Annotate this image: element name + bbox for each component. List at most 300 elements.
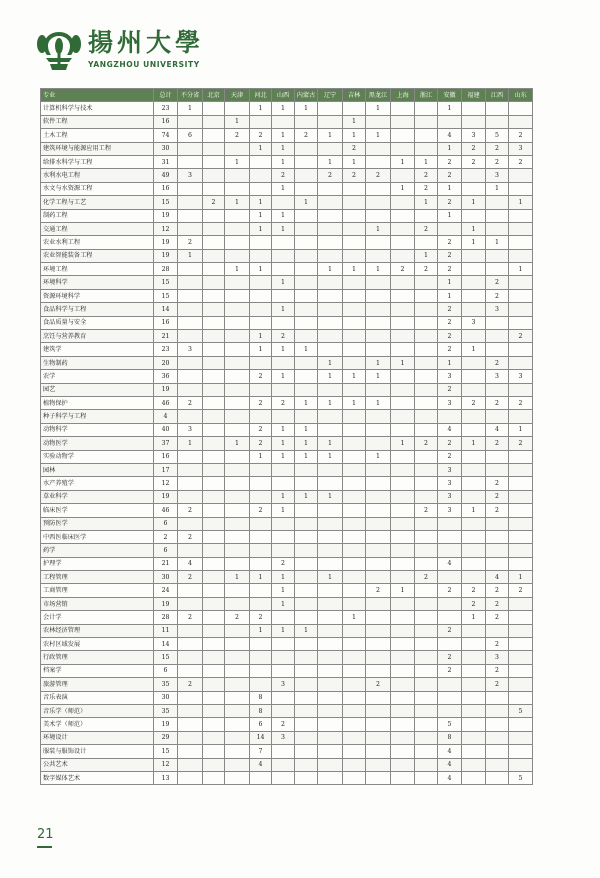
- province-count-cell: [225, 370, 250, 383]
- province-count-cell: [272, 410, 295, 423]
- province-count-cell: [295, 544, 318, 557]
- major-name-cell: 中西医临床医学: [41, 530, 154, 543]
- province-count-cell: [318, 115, 343, 128]
- province-count-cell: [318, 142, 343, 155]
- province-count-cell: [462, 356, 486, 369]
- province-count-cell: [438, 611, 462, 624]
- province-count-cell: [509, 463, 533, 476]
- major-name-cell: 临床医学: [41, 504, 154, 517]
- province-count-cell: [203, 142, 225, 155]
- province-count-cell: [486, 330, 509, 343]
- province-count-cell: [415, 477, 438, 490]
- major-name-cell: 市场营销: [41, 597, 154, 610]
- total-cell: 15: [154, 651, 178, 664]
- province-count-cell: 2: [366, 678, 391, 691]
- province-count-cell: [178, 222, 203, 235]
- province-count-cell: 1: [318, 396, 343, 409]
- province-count-cell: [366, 316, 391, 329]
- province-count-cell: 2: [178, 236, 203, 249]
- province-count-cell: 1: [272, 102, 295, 115]
- province-count-cell: [509, 597, 533, 610]
- major-name-cell: 园艺: [41, 383, 154, 396]
- province-count-cell: 3: [178, 169, 203, 182]
- table-row: [41, 129, 533, 142]
- province-count-cell: 1: [391, 356, 415, 369]
- province-count-cell: [366, 490, 391, 503]
- province-count-cell: [295, 758, 318, 771]
- province-count-cell: 1: [318, 263, 343, 276]
- province-count-cell: [203, 303, 225, 316]
- province-count-cell: 2: [486, 638, 509, 651]
- province-count-cell: [415, 289, 438, 302]
- province-count-cell: 1: [272, 624, 295, 637]
- major-name-cell: 农业智能装备工程: [41, 249, 154, 262]
- province-count-cell: [225, 289, 250, 302]
- province-count-cell: [415, 704, 438, 717]
- province-count-cell: 2: [250, 611, 272, 624]
- province-count-cell: [509, 102, 533, 115]
- province-count-cell: 1: [250, 571, 272, 584]
- province-count-cell: 1: [486, 236, 509, 249]
- table-row: [41, 718, 533, 731]
- province-count-cell: [391, 571, 415, 584]
- province-count-cell: [295, 611, 318, 624]
- province-count-cell: [318, 771, 343, 784]
- province-count-cell: 1: [272, 303, 295, 316]
- table-row: [41, 758, 533, 771]
- table-row: [41, 437, 533, 450]
- province-count-cell: [272, 115, 295, 128]
- province-count-cell: [462, 638, 486, 651]
- province-count-cell: 1: [295, 423, 318, 436]
- column-header: 山西: [272, 89, 295, 102]
- province-count-cell: [295, 370, 318, 383]
- major-name-cell: 计算机科学与技术: [41, 102, 154, 115]
- province-count-cell: [366, 771, 391, 784]
- province-count-cell: 1: [343, 370, 366, 383]
- table-row: [41, 370, 533, 383]
- province-count-cell: [462, 330, 486, 343]
- province-count-cell: [250, 557, 272, 570]
- province-count-cell: [462, 544, 486, 557]
- province-count-cell: [366, 638, 391, 651]
- total-cell: 15: [154, 196, 178, 209]
- province-count-cell: [415, 530, 438, 543]
- province-count-cell: [250, 584, 272, 597]
- column-header: 福建: [462, 89, 486, 102]
- province-count-cell: 2: [486, 289, 509, 302]
- province-count-cell: 2: [486, 276, 509, 289]
- province-count-cell: [415, 638, 438, 651]
- province-count-cell: [203, 450, 225, 463]
- province-count-cell: [225, 557, 250, 570]
- province-count-cell: 2: [462, 155, 486, 168]
- major-name-cell: 软件工程: [41, 115, 154, 128]
- province-count-cell: [178, 758, 203, 771]
- province-count-cell: [318, 316, 343, 329]
- province-count-cell: 1: [250, 624, 272, 637]
- province-count-cell: [178, 450, 203, 463]
- province-count-cell: [366, 182, 391, 195]
- total-cell: 15: [154, 745, 178, 758]
- province-count-cell: 1: [295, 396, 318, 409]
- province-count-cell: [462, 450, 486, 463]
- province-count-cell: [462, 102, 486, 115]
- province-count-cell: [318, 584, 343, 597]
- province-count-cell: [438, 544, 462, 557]
- province-count-cell: 1: [438, 142, 462, 155]
- province-count-cell: [438, 704, 462, 717]
- province-count-cell: [295, 530, 318, 543]
- province-count-cell: [178, 383, 203, 396]
- province-count-cell: [295, 330, 318, 343]
- province-count-cell: [203, 490, 225, 503]
- province-count-cell: [178, 356, 203, 369]
- province-count-cell: [318, 664, 343, 677]
- province-count-cell: [391, 236, 415, 249]
- province-count-cell: 1: [272, 209, 295, 222]
- province-count-cell: [203, 263, 225, 276]
- province-count-cell: [462, 303, 486, 316]
- province-count-cell: [366, 611, 391, 624]
- province-count-cell: [203, 249, 225, 262]
- province-count-cell: [225, 651, 250, 664]
- total-cell: 37: [154, 437, 178, 450]
- province-count-cell: [462, 651, 486, 664]
- province-count-cell: [391, 651, 415, 664]
- major-name-cell: 农林经济管理: [41, 624, 154, 637]
- total-cell: 6: [154, 544, 178, 557]
- major-name-cell: 资源环境科学: [41, 289, 154, 302]
- table-row: [41, 276, 533, 289]
- total-cell: 29: [154, 731, 178, 744]
- province-count-cell: [391, 611, 415, 624]
- major-name-cell: 档案学: [41, 664, 154, 677]
- province-count-cell: [391, 276, 415, 289]
- province-count-cell: [415, 276, 438, 289]
- province-count-cell: [462, 370, 486, 383]
- province-count-cell: [272, 530, 295, 543]
- province-count-cell: 2: [438, 651, 462, 664]
- province-count-cell: 5: [486, 129, 509, 142]
- province-count-cell: [391, 463, 415, 476]
- province-count-cell: [203, 463, 225, 476]
- province-count-cell: [343, 423, 366, 436]
- province-count-cell: 2: [272, 718, 295, 731]
- province-count-cell: [462, 530, 486, 543]
- province-count-cell: [272, 704, 295, 717]
- major-name-cell: 工商管理: [41, 584, 154, 597]
- province-count-cell: 2: [178, 530, 203, 543]
- province-count-cell: [225, 544, 250, 557]
- province-count-cell: 1: [318, 450, 343, 463]
- major-name-cell: 预防医学: [41, 517, 154, 530]
- province-count-cell: 1: [178, 249, 203, 262]
- province-count-cell: [366, 557, 391, 570]
- province-count-cell: 2: [438, 263, 462, 276]
- province-count-cell: [366, 664, 391, 677]
- province-count-cell: [178, 115, 203, 128]
- province-count-cell: 1: [272, 276, 295, 289]
- province-count-cell: [462, 477, 486, 490]
- province-count-cell: [343, 490, 366, 503]
- major-name-cell: 旅游管理: [41, 678, 154, 691]
- table-row: [41, 410, 533, 423]
- province-count-cell: [462, 517, 486, 530]
- province-count-cell: [203, 678, 225, 691]
- province-count-cell: [203, 691, 225, 704]
- province-count-cell: [295, 664, 318, 677]
- table-row: [41, 222, 533, 235]
- province-count-cell: [272, 289, 295, 302]
- total-cell: 30: [154, 142, 178, 155]
- table-row: [41, 678, 533, 691]
- province-count-cell: 1: [343, 263, 366, 276]
- province-count-cell: [272, 664, 295, 677]
- province-count-cell: 1: [250, 330, 272, 343]
- table-row: [41, 263, 533, 276]
- province-count-cell: 1: [486, 182, 509, 195]
- province-count-cell: [250, 236, 272, 249]
- province-count-cell: 1: [272, 490, 295, 503]
- table-body: [41, 102, 533, 785]
- province-count-cell: [203, 584, 225, 597]
- province-count-cell: 2: [438, 330, 462, 343]
- province-count-cell: [225, 303, 250, 316]
- province-count-cell: [203, 383, 225, 396]
- province-count-cell: [462, 624, 486, 637]
- enrollment-plan-table: [40, 88, 533, 785]
- province-count-cell: 6: [178, 129, 203, 142]
- province-count-cell: [203, 771, 225, 784]
- province-count-cell: [366, 289, 391, 302]
- province-count-cell: [203, 276, 225, 289]
- province-count-cell: [391, 370, 415, 383]
- province-count-cell: [178, 316, 203, 329]
- province-count-cell: 1: [225, 155, 250, 168]
- province-count-cell: 1: [250, 450, 272, 463]
- table-row: [41, 316, 533, 329]
- province-count-cell: [486, 316, 509, 329]
- total-cell: 46: [154, 396, 178, 409]
- province-count-cell: [415, 129, 438, 142]
- province-count-cell: [250, 490, 272, 503]
- province-count-cell: 2: [438, 303, 462, 316]
- province-count-cell: 1: [318, 129, 343, 142]
- province-count-cell: 6: [250, 718, 272, 731]
- province-count-cell: [343, 209, 366, 222]
- province-count-cell: 2: [438, 155, 462, 168]
- total-cell: 12: [154, 222, 178, 235]
- major-name-cell: 水文与水资源工程: [41, 182, 154, 195]
- province-count-cell: [509, 222, 533, 235]
- column-header: 内蒙古: [295, 89, 318, 102]
- province-count-cell: [178, 303, 203, 316]
- province-count-cell: [203, 731, 225, 744]
- province-count-cell: 3: [486, 303, 509, 316]
- province-count-cell: [295, 115, 318, 128]
- province-count-cell: 3: [486, 651, 509, 664]
- province-count-cell: [272, 651, 295, 664]
- province-count-cell: [391, 477, 415, 490]
- province-count-cell: [415, 316, 438, 329]
- province-count-cell: [509, 249, 533, 262]
- province-count-cell: [250, 771, 272, 784]
- province-count-cell: 3: [462, 129, 486, 142]
- province-count-cell: [343, 745, 366, 758]
- province-count-cell: [509, 383, 533, 396]
- province-count-cell: [250, 249, 272, 262]
- province-count-cell: 2: [438, 383, 462, 396]
- province-count-cell: [462, 718, 486, 731]
- column-header: 安徽: [438, 89, 462, 102]
- province-count-cell: [295, 477, 318, 490]
- province-count-cell: [415, 423, 438, 436]
- province-count-cell: [295, 597, 318, 610]
- province-count-cell: 1: [250, 209, 272, 222]
- province-count-cell: [318, 209, 343, 222]
- province-count-cell: [225, 102, 250, 115]
- province-count-cell: [415, 597, 438, 610]
- province-count-cell: [295, 209, 318, 222]
- province-count-cell: 2: [178, 396, 203, 409]
- column-header: 北京: [203, 89, 225, 102]
- province-count-cell: 1: [272, 343, 295, 356]
- province-count-cell: [203, 704, 225, 717]
- page-number-underline: [37, 846, 52, 848]
- province-count-cell: [272, 544, 295, 557]
- yangzhou-university-emblem-icon: [36, 28, 82, 72]
- province-count-cell: [415, 330, 438, 343]
- province-count-cell: 2: [486, 611, 509, 624]
- province-count-cell: [415, 450, 438, 463]
- province-count-cell: [343, 196, 366, 209]
- province-count-cell: [203, 330, 225, 343]
- province-count-cell: 1: [462, 611, 486, 624]
- province-count-cell: [366, 758, 391, 771]
- province-count-cell: [509, 356, 533, 369]
- province-count-cell: 1: [225, 196, 250, 209]
- province-count-cell: 2: [415, 263, 438, 276]
- province-count-cell: [295, 356, 318, 369]
- total-cell: 2: [154, 530, 178, 543]
- province-count-cell: [178, 477, 203, 490]
- province-count-cell: [225, 745, 250, 758]
- major-name-cell: 动物科学: [41, 423, 154, 436]
- province-count-cell: [366, 463, 391, 476]
- province-count-cell: [343, 222, 366, 235]
- province-count-cell: 2: [438, 584, 462, 597]
- province-count-cell: [225, 343, 250, 356]
- total-cell: 16: [154, 182, 178, 195]
- major-name-cell: 种子科学与工程: [41, 410, 154, 423]
- province-count-cell: [318, 638, 343, 651]
- province-count-cell: [203, 718, 225, 731]
- province-count-cell: [438, 638, 462, 651]
- province-count-cell: [486, 758, 509, 771]
- total-cell: 35: [154, 678, 178, 691]
- province-count-cell: [391, 330, 415, 343]
- province-count-cell: 1: [272, 222, 295, 235]
- province-count-cell: [415, 664, 438, 677]
- province-count-cell: [250, 316, 272, 329]
- major-name-cell: 服装与服饰设计: [41, 745, 154, 758]
- province-count-cell: [486, 771, 509, 784]
- province-count-cell: 3: [509, 370, 533, 383]
- province-count-cell: 1: [178, 437, 203, 450]
- province-count-cell: 1: [366, 263, 391, 276]
- province-count-cell: [295, 316, 318, 329]
- province-count-cell: 3: [272, 678, 295, 691]
- province-count-cell: [366, 517, 391, 530]
- province-count-cell: [486, 263, 509, 276]
- total-cell: 16: [154, 115, 178, 128]
- table-row: [41, 196, 533, 209]
- province-count-cell: [250, 182, 272, 195]
- province-count-cell: [462, 463, 486, 476]
- table-row: [41, 771, 533, 784]
- province-count-cell: [391, 517, 415, 530]
- province-count-cell: [509, 611, 533, 624]
- province-count-cell: [318, 423, 343, 436]
- province-count-cell: [391, 718, 415, 731]
- province-count-cell: [272, 691, 295, 704]
- province-count-cell: [509, 289, 533, 302]
- province-count-cell: [203, 664, 225, 677]
- total-cell: 6: [154, 517, 178, 530]
- province-count-cell: 4: [438, 129, 462, 142]
- province-count-cell: [178, 196, 203, 209]
- province-count-cell: [203, 597, 225, 610]
- table-row: [41, 423, 533, 436]
- province-count-cell: [391, 396, 415, 409]
- province-count-cell: 1: [250, 263, 272, 276]
- province-count-cell: [225, 396, 250, 409]
- table-row: [41, 142, 533, 155]
- province-count-cell: 2: [486, 504, 509, 517]
- province-count-cell: 1: [295, 343, 318, 356]
- province-count-cell: 1: [272, 370, 295, 383]
- province-count-cell: 1: [438, 102, 462, 115]
- province-count-cell: 1: [343, 115, 366, 128]
- province-count-cell: 2: [486, 597, 509, 610]
- total-cell: 23: [154, 343, 178, 356]
- province-count-cell: [462, 731, 486, 744]
- major-name-cell: 动物医学: [41, 437, 154, 450]
- province-count-cell: [415, 678, 438, 691]
- province-count-cell: [438, 410, 462, 423]
- province-count-cell: 4: [250, 758, 272, 771]
- table-row: [41, 571, 533, 584]
- province-count-cell: [462, 691, 486, 704]
- province-count-cell: [225, 624, 250, 637]
- province-count-cell: [391, 316, 415, 329]
- province-count-cell: [438, 597, 462, 610]
- province-count-cell: [318, 276, 343, 289]
- province-count-cell: 1: [318, 356, 343, 369]
- province-count-cell: 1: [509, 571, 533, 584]
- province-count-cell: 2: [438, 624, 462, 637]
- province-count-cell: [225, 410, 250, 423]
- province-count-cell: [462, 758, 486, 771]
- province-count-cell: [509, 745, 533, 758]
- major-name-cell: 行政管理: [41, 651, 154, 664]
- table-row: [41, 477, 533, 490]
- province-count-cell: [462, 745, 486, 758]
- province-count-cell: [391, 731, 415, 744]
- table-row: [41, 638, 533, 651]
- province-count-cell: [225, 731, 250, 744]
